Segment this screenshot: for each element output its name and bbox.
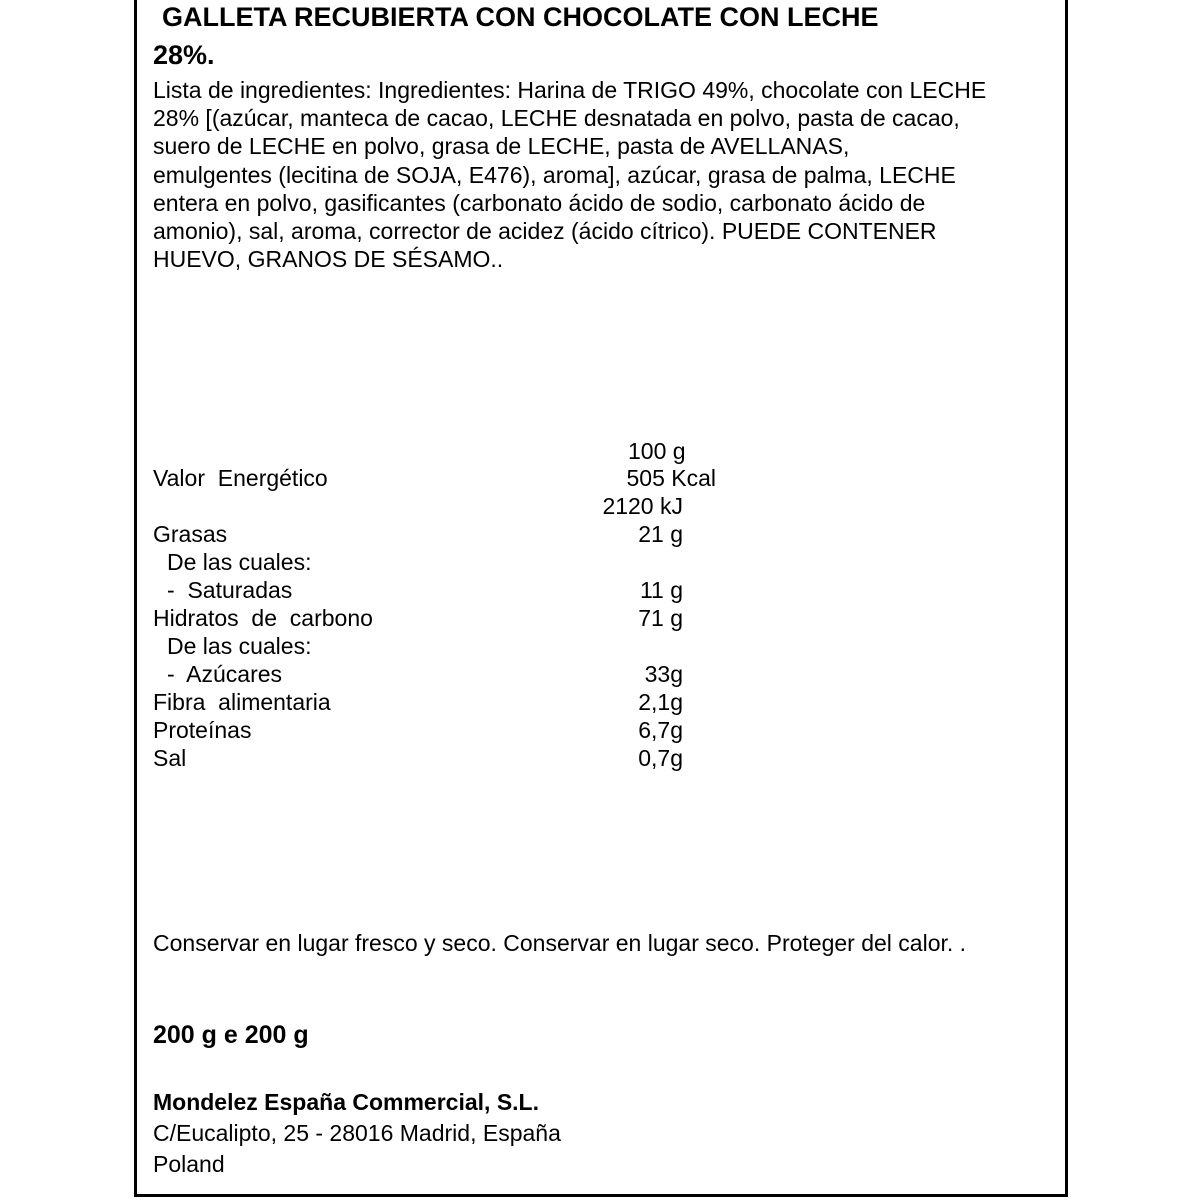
nutrition-value: 11 g — [639, 577, 683, 603]
nutrition-label: Sal — [153, 745, 187, 771]
nutrition-value: 2,1g — [638, 689, 683, 715]
nutrition-row-salt — [0, 744, 1200, 772]
nutrition-value: 33g — [644, 661, 683, 687]
nutrition-row-fiber — [0, 688, 1200, 716]
nutrition-row-fat — [0, 520, 1200, 548]
product-title: GALLETA RECUBIERTA CON CHOCOLATE CON LECHE — [162, 2, 879, 32]
nutrition-row-saturated — [0, 576, 1200, 604]
nutrition-row-carbohydrates — [0, 604, 1200, 632]
nutrition-row-fat-subheader — [0, 548, 1200, 576]
nutrition-row-carbs-subheader — [0, 632, 1200, 660]
nutrition-value: 6,7g — [638, 717, 683, 743]
nutrition-label: De las cuales: — [167, 633, 312, 659]
nutrition-label: Grasas — [153, 521, 228, 547]
net-quantity: 200 g e 200 g — [153, 1021, 309, 1049]
ingredients-list — [153, 76, 1053, 273]
manufacturer-country: Poland — [153, 1151, 225, 1177]
nutrition-value: 0,7g — [638, 745, 683, 771]
nutrition-row-energy-kj — [0, 492, 1200, 520]
ingredients-line: 28% [(azúcar, manteca de cacao, LECHE desnatada en polvo, pasta de cacao, — [153, 105, 960, 132]
ingredients-line: emulgentes (lecitina de SOJA, E476), aroma], azúcar, grasa de palma, LECHE — [153, 161, 956, 188]
nutrition-row-protein — [0, 716, 1200, 744]
nutrition-label: - Azúcares — [167, 661, 283, 687]
nutrition-label: Hidratos de carbono — [153, 605, 373, 631]
ingredients-line: Lista de ingredientes: Ingredientes: Harina de TRIGO 49%, chocolate con LECHE — [153, 77, 987, 103]
nutrition-label: Fibra alimentaria — [153, 689, 331, 715]
nutrition-row-sugars — [0, 660, 1200, 688]
manufacturer-name: Mondelez España Commercial, S.L. — [153, 1089, 539, 1115]
ingredients-line: HUEVO, GRANOS DE SÉSAMO.. — [153, 246, 504, 273]
nutrition-label: De las cuales: — [167, 549, 312, 575]
nutrition-column-header: 100 g — [628, 438, 686, 464]
nutrition-value: 2120 kJ — [602, 493, 683, 519]
ingredients-line: suero de LECHE en polvo, grasa de LECHE, pasta de AVELLANAS, — [153, 133, 850, 160]
nutrition-value: 71 g — [638, 605, 683, 631]
nutrition-value: 21 g — [638, 521, 683, 547]
storage-instructions: Conservar en lugar fresco y seco. Conservar en lugar seco. Proteger del calor. . — [153, 930, 967, 956]
ingredients-line: entera en polvo, gasificantes (carbonato ácido de sodio, carbonato ácido de — [153, 189, 926, 216]
nutrition-value: 505 Kcal — [626, 465, 716, 491]
manufacturer-address: C/Eucalipto, 25 - 28016 Madrid, España — [153, 1120, 561, 1146]
nutrition-label: Proteínas — [153, 717, 252, 743]
nutrition-row-energy-kcal — [0, 464, 1200, 492]
nutrition-label: - Saturadas — [167, 577, 293, 603]
ingredients-line: amonio), sal, aroma, corrector de acidez (ácido cítrico). PUEDE CONTENER — [153, 218, 937, 245]
product-title-percentage: 28%. — [153, 40, 215, 70]
nutrition-label: Valor Energético — [153, 465, 328, 491]
